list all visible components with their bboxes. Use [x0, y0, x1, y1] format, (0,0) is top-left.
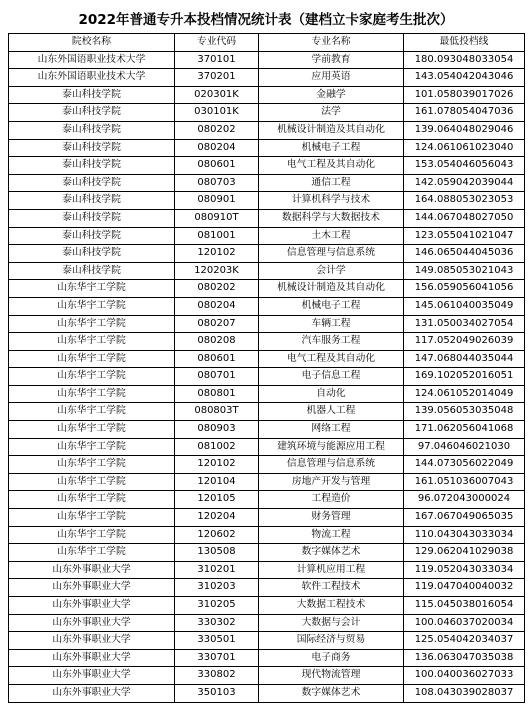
major-name-cell: 机械电子工程: [259, 297, 404, 315]
min-score-cell: 119.047040040032: [404, 579, 525, 597]
major-code-cell: 120102: [175, 456, 259, 474]
major-code-cell: 080208: [175, 333, 259, 351]
major-name-cell: 机械设计制造及其自动化: [259, 280, 404, 298]
min-score-cell: 161.078054047036: [404, 104, 525, 122]
major-code-cell: 120105: [175, 491, 259, 509]
table-row: [9, 69, 525, 87]
major-code-cell: 080207: [175, 315, 259, 333]
school-name-cell: 泰山科技学院: [9, 245, 175, 263]
min-score-cell: 167.067049065035: [404, 509, 525, 527]
major-name-cell: 电子信息工程: [259, 368, 404, 386]
major-name-cell: 应用英语: [259, 69, 404, 87]
school-name-cell: 山东外事职业大学: [9, 632, 175, 650]
table-row: [9, 561, 525, 579]
table-row: [9, 139, 525, 157]
table-row: [9, 526, 525, 544]
table-title: 2022年普通专升本投档情况统计表（建档立卡家庭考生批次）: [78, 12, 454, 28]
major-code-cell: 080601: [175, 157, 259, 175]
school-name-cell: 山东外国语职业技术大学: [9, 69, 175, 87]
school-name-cell: 山东华宇工学院: [9, 421, 175, 439]
major-code-cell: 120203K: [175, 262, 259, 280]
min-score-cell: 110.043043033034: [404, 526, 525, 544]
major-name-cell: 国际经济与贸易: [259, 632, 404, 650]
min-score-cell: 149.085053021043: [404, 262, 525, 280]
major-name-cell: 自动化: [259, 385, 404, 403]
school-name-cell: 山东华宇工学院: [9, 333, 175, 351]
min-score-cell: 108.043039028037: [404, 684, 525, 702]
school-name-cell: 泰山科技学院: [9, 139, 175, 157]
major-code-cell: 310203: [175, 579, 259, 597]
major-name-cell: 数字媒体艺术: [259, 544, 404, 562]
table-row: [9, 473, 525, 491]
school-name-cell: 山东华宇工学院: [9, 438, 175, 456]
major-code-cell: 080202: [175, 280, 259, 298]
major-code-cell: 120602: [175, 526, 259, 544]
table-row: [9, 209, 525, 227]
header-major-code: 专业代码: [175, 34, 259, 52]
school-name-cell: 山东华宇工学院: [9, 385, 175, 403]
school-name-cell: 山东外国语职业技术大学: [9, 51, 175, 69]
min-score-cell: 100.040036027033: [404, 667, 525, 685]
school-name-cell: 山东外事职业大学: [9, 579, 175, 597]
major-name-cell: 机器人工程: [259, 403, 404, 421]
min-score-cell: 171.062056041068: [404, 421, 525, 439]
table-row: [9, 262, 525, 280]
table-row: [9, 421, 525, 439]
major-name-cell: 机械设计制造及其自动化: [259, 121, 404, 139]
major-code-cell: 080204: [175, 297, 259, 315]
table-row: [9, 280, 525, 298]
min-score-cell: 145.061040035049: [404, 297, 525, 315]
major-code-cell: 080701: [175, 368, 259, 386]
major-name-cell: 现代物流管理: [259, 667, 404, 685]
table-row: [9, 597, 525, 615]
major-code-cell: 120204: [175, 509, 259, 527]
table-body: [9, 51, 525, 702]
major-code-cell: 120102: [175, 245, 259, 263]
major-code-cell: 080901: [175, 192, 259, 210]
min-score-cell: 139.056053035048: [404, 403, 525, 421]
major-name-cell: 电气工程及其自动化: [259, 157, 404, 175]
school-name-cell: 泰山科技学院: [9, 262, 175, 280]
min-score-cell: 129.062041029038: [404, 544, 525, 562]
school-name-cell: 山东华宇工学院: [9, 473, 175, 491]
major-name-cell: 数据科学与大数据技术: [259, 209, 404, 227]
min-score-cell: 115.045038016054: [404, 597, 525, 615]
major-name-cell: 建筑环境与能源应用工程: [259, 438, 404, 456]
table-row: [9, 192, 525, 210]
min-score-cell: 146.065044045036: [404, 245, 525, 263]
major-code-cell: 130508: [175, 544, 259, 562]
major-name-cell: 会计学: [259, 262, 404, 280]
min-score-cell: 164.088053023053: [404, 192, 525, 210]
major-name-cell: 土木工程: [259, 227, 404, 245]
major-code-cell: 370101: [175, 51, 259, 69]
school-name-cell: 泰山科技学院: [9, 174, 175, 192]
major-code-cell: 030101K: [175, 104, 259, 122]
min-score-cell: 124.061052014049: [404, 385, 525, 403]
major-name-cell: 通信工程: [259, 174, 404, 192]
table-row: [9, 315, 525, 333]
min-score-cell: 124.061061023040: [404, 139, 525, 157]
table-row: [9, 368, 525, 386]
school-name-cell: 山东外事职业大学: [9, 597, 175, 615]
major-code-cell: 370201: [175, 69, 259, 87]
table-row: [9, 403, 525, 421]
school-name-cell: 山东华宇工学院: [9, 491, 175, 509]
min-score-cell: 169.102052016051: [404, 368, 525, 386]
major-code-cell: 080601: [175, 350, 259, 368]
school-name-cell: 泰山科技学院: [9, 209, 175, 227]
table-row: [9, 614, 525, 632]
major-name-cell: 软件工程技术: [259, 579, 404, 597]
school-name-cell: 山东外事职业大学: [9, 684, 175, 702]
table-row: [9, 86, 525, 104]
min-score-cell: 142.059042039044: [404, 174, 525, 192]
major-name-cell: 数字媒体艺术: [259, 684, 404, 702]
major-code-cell: 330302: [175, 614, 259, 632]
major-name-cell: 汽车服务工程: [259, 333, 404, 351]
major-name-cell: 房地产开发与管理: [259, 473, 404, 491]
major-code-cell: 120104: [175, 473, 259, 491]
school-name-cell: 山东华宇工学院: [9, 544, 175, 562]
major-name-cell: 学前教育: [259, 51, 404, 69]
major-name-cell: 物流工程: [259, 526, 404, 544]
school-name-cell: 泰山科技学院: [9, 227, 175, 245]
school-name-cell: 山东华宇工学院: [9, 509, 175, 527]
min-score-cell: 96.072043000024: [404, 491, 525, 509]
header-school: 院校名称: [9, 34, 175, 52]
major-name-cell: 电子商务: [259, 649, 404, 667]
table-row: [9, 297, 525, 315]
school-name-cell: 山东华宇工学院: [9, 403, 175, 421]
school-name-cell: 山东华宇工学院: [9, 280, 175, 298]
table-row: [9, 350, 525, 368]
school-name-cell: 山东华宇工学院: [9, 368, 175, 386]
min-score-cell: 144.073056022049: [404, 456, 525, 474]
table-row: [9, 544, 525, 562]
header-min-score: 最低投档线: [404, 34, 525, 52]
admission-table: [8, 33, 525, 703]
major-name-cell: 电气工程及其自动化: [259, 350, 404, 368]
major-name-cell: 信息管理与信息系统: [259, 245, 404, 263]
table-row: [9, 104, 525, 122]
school-name-cell: 泰山科技学院: [9, 121, 175, 139]
school-name-cell: 山东外事职业大学: [9, 614, 175, 632]
major-code-cell: 330701: [175, 649, 259, 667]
table-row: [9, 174, 525, 192]
major-code-cell: 350103: [175, 684, 259, 702]
table-row: [9, 438, 525, 456]
min-score-cell: 100.046037020034: [404, 614, 525, 632]
min-score-cell: 143.054042043046: [404, 69, 525, 87]
major-code-cell: 080803T: [175, 403, 259, 421]
school-name-cell: 泰山科技学院: [9, 192, 175, 210]
header-row: [9, 34, 525, 52]
table-row: [9, 51, 525, 69]
table-row: [9, 227, 525, 245]
min-score-cell: 97.046046021030: [404, 438, 525, 456]
min-score-cell: 125.054042034037: [404, 632, 525, 650]
school-name-cell: 泰山科技学院: [9, 86, 175, 104]
major-name-cell: 车辆工程: [259, 315, 404, 333]
min-score-cell: 131.050034027054: [404, 315, 525, 333]
header-major-name: 专业名称: [259, 34, 404, 52]
major-name-cell: 金融学: [259, 86, 404, 104]
major-name-cell: 财务管理: [259, 509, 404, 527]
min-score-cell: 123.055041021047: [404, 227, 525, 245]
table-row: [9, 684, 525, 702]
table-row: [9, 245, 525, 263]
min-score-cell: 101.058039017026: [404, 86, 525, 104]
major-name-cell: 信息管理与信息系统: [259, 456, 404, 474]
table-row: [9, 157, 525, 175]
school-name-cell: 山东外事职业大学: [9, 649, 175, 667]
min-score-cell: 119.052043033034: [404, 561, 525, 579]
major-name-cell: 法学: [259, 104, 404, 122]
school-name-cell: 泰山科技学院: [9, 157, 175, 175]
major-name-cell: 大数据与会计: [259, 614, 404, 632]
major-code-cell: 330802: [175, 667, 259, 685]
min-score-cell: 117.052049026039: [404, 333, 525, 351]
school-name-cell: 山东外事职业大学: [9, 667, 175, 685]
major-code-cell: 081001: [175, 227, 259, 245]
table-row: [9, 456, 525, 474]
school-name-cell: 山东华宇工学院: [9, 526, 175, 544]
min-score-cell: 156.059056041056: [404, 280, 525, 298]
school-name-cell: 泰山科技学院: [9, 104, 175, 122]
major-code-cell: 080801: [175, 385, 259, 403]
major-name-cell: 大数据工程技术: [259, 597, 404, 615]
major-code-cell: 080910T: [175, 209, 259, 227]
school-name-cell: 山东华宇工学院: [9, 350, 175, 368]
school-name-cell: 山东华宇工学院: [9, 315, 175, 333]
major-name-cell: 机械电子工程: [259, 139, 404, 157]
major-code-cell: 080204: [175, 139, 259, 157]
major-code-cell: 310205: [175, 597, 259, 615]
major-code-cell: 080703: [175, 174, 259, 192]
table-row: [9, 579, 525, 597]
table-row: [9, 667, 525, 685]
major-code-cell: 020301K: [175, 86, 259, 104]
table-row: [9, 509, 525, 527]
min-score-cell: 180.093048033054: [404, 51, 525, 69]
min-score-cell: 136.063047035038: [404, 649, 525, 667]
min-score-cell: 144.067048027050: [404, 209, 525, 227]
table-row: [9, 333, 525, 351]
major-code-cell: 081002: [175, 438, 259, 456]
table-row: [9, 385, 525, 403]
school-name-cell: 山东华宇工学院: [9, 456, 175, 474]
table-row: [9, 649, 525, 667]
major-name-cell: 计算机应用工程: [259, 561, 404, 579]
min-score-cell: 139.064048029046: [404, 121, 525, 139]
major-code-cell: 080903: [175, 421, 259, 439]
major-code-cell: 310201: [175, 561, 259, 579]
school-name-cell: 山东华宇工学院: [9, 297, 175, 315]
school-name-cell: 山东外事职业大学: [9, 561, 175, 579]
major-name-cell: 网络工程: [259, 421, 404, 439]
major-code-cell: 080202: [175, 121, 259, 139]
min-score-cell: 153.054046056043: [404, 157, 525, 175]
table-row: [9, 491, 525, 509]
major-name-cell: 计算机科学与技术: [259, 192, 404, 210]
min-score-cell: 147.068044035044: [404, 350, 525, 368]
major-code-cell: 330501: [175, 632, 259, 650]
table-row: [9, 121, 525, 139]
major-name-cell: 工程造价: [259, 491, 404, 509]
table-row: [9, 632, 525, 650]
min-score-cell: 161.051036007043: [404, 473, 525, 491]
